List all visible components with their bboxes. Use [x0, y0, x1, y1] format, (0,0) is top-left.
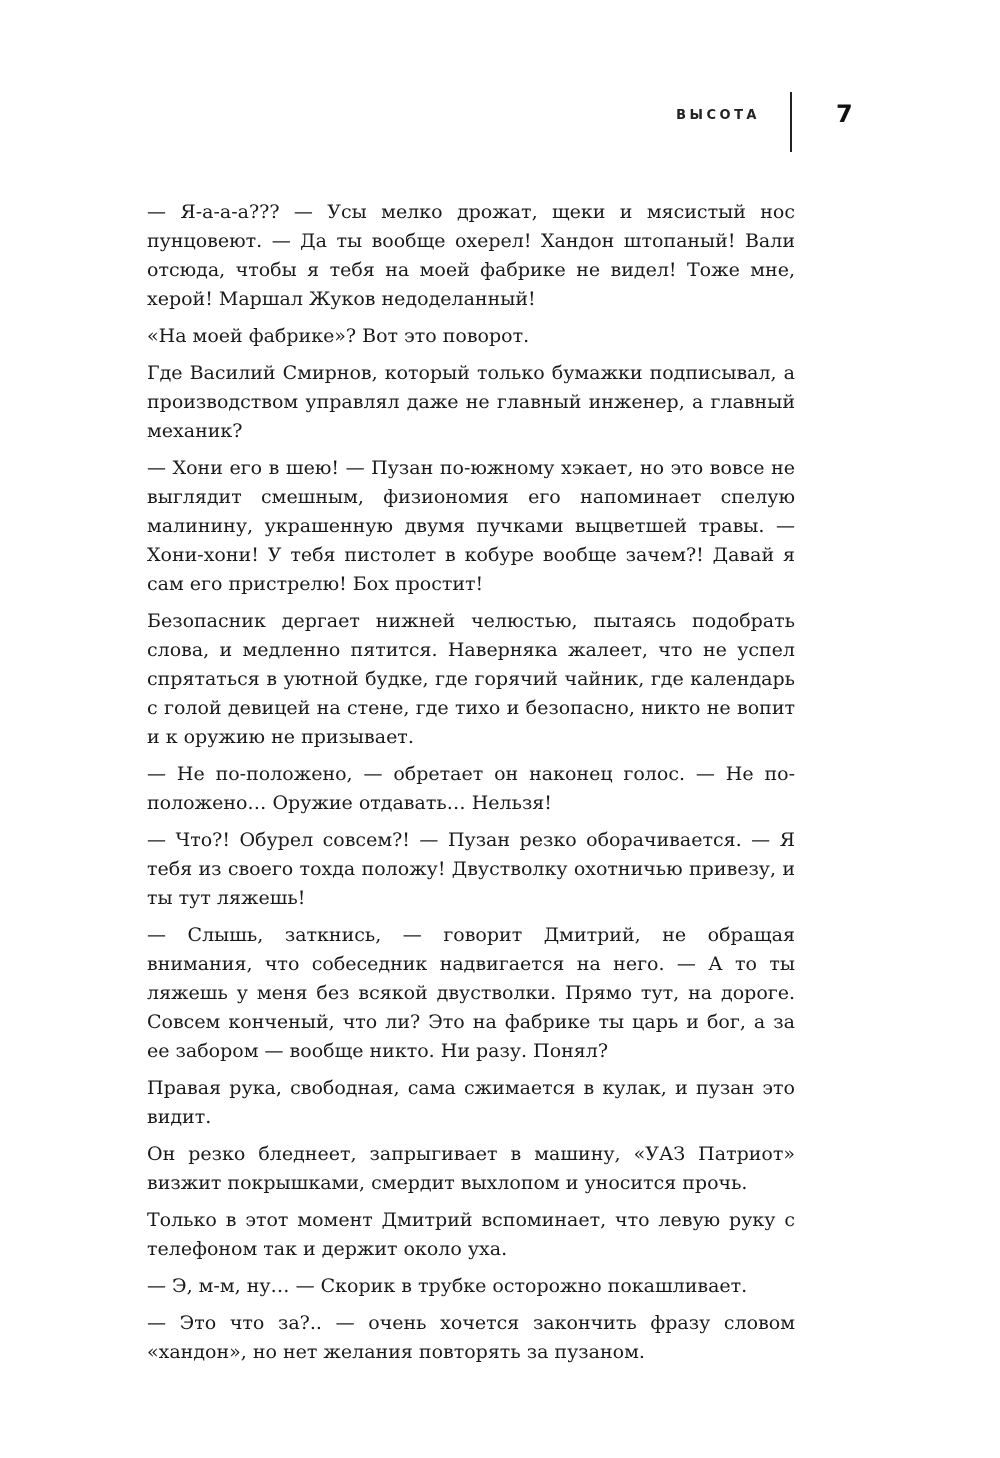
paragraph: — Хони его в шею! — Пузан по-южному хэкает, но это вовсе не выглядит смешным, физиономия его напоминает спелую малинину, украшенную двумя пучками выцветшей травы. — Хони-хони! У тебя пистолет в кобуре вообще зачем?! Давай я сам его пристрелю! Бох простит!	[147, 457, 795, 595]
paragraph: — Э, м-м, ну… — Скорик в трубке осторожно покашливает.	[147, 1275, 748, 1297]
paragraph: — Что?! Обурел совсем?! — Пузан резко оборачивается. — Я тебя из своего тохда положу! Двустволку охотничью привезу, и ты тут ляжешь!	[147, 829, 795, 909]
paragraph: Только в этот момент Дмитрий вспоминает, что левую руку с телефоном так и держит около уха.	[147, 1209, 795, 1260]
text-block	[147, 198, 795, 1375]
paragraph: — Слышь, заткнись, — говорит Дмитрий, не обращая внимания, что собеседник надвигается на него. — А то ты ляжешь у меня без всякой двустволки. Прямо тут, на дороге. Совсем конченый, что ли? Это на фабрике ты царь и бог, а за ее забором — вообще никто. Ни разу. Понял?	[147, 924, 795, 1062]
paragraph: Где Василий Смирнов, который только бумажки подписывал, а производством управлял даже не главный инженер, а главный механик?	[147, 362, 795, 442]
running-title: ВЫСОТА	[676, 108, 760, 123]
header-divider	[790, 92, 792, 152]
paragraph: Правая рука, свободная, сама сжимается в кулак, и пузан это видит.	[147, 1077, 795, 1128]
paragraph: «На моей фабрике»? Вот это поворот.	[147, 325, 530, 347]
paragraph: Безопасник дергает нижней челюстью, пытаясь подобрать слова, и медленно пятится. Наверняка жалеет, что не успел спрятаться в уютной будке, где горячий чайник, где календарь с голой девицей на стене, где тихо и безопасно, никто не вопит и к оружию не призывает.	[147, 610, 795, 748]
paragraph: — Это что за?.. — очень хочется закончить фразу словом «хандон», но нет желания повторять за пузаном.	[147, 1312, 795, 1363]
paragraph: — Я-а-а-а??? — Усы мелко дрожат, щеки и мясистый нос пунцовеют. — Да ты вообще охерел! Хандон штопаный! Вали отсюда, чтобы я тебя на моей фабрике не видел! Тоже мне, херой! Маршал Жуков недоделанный!	[147, 201, 795, 310]
paragraph: Он резко бледнеет, запрыгивает в машину, «УАЗ Патриот» визжит покрышками, смердит выхлопом и уносится прочь.	[147, 1143, 795, 1194]
paragraph: — Не по-положено, — обретает он наконец голос. — Не по-положено… Оружие отдавать… Нельзя!	[147, 763, 795, 814]
page-number: 7	[836, 100, 853, 128]
